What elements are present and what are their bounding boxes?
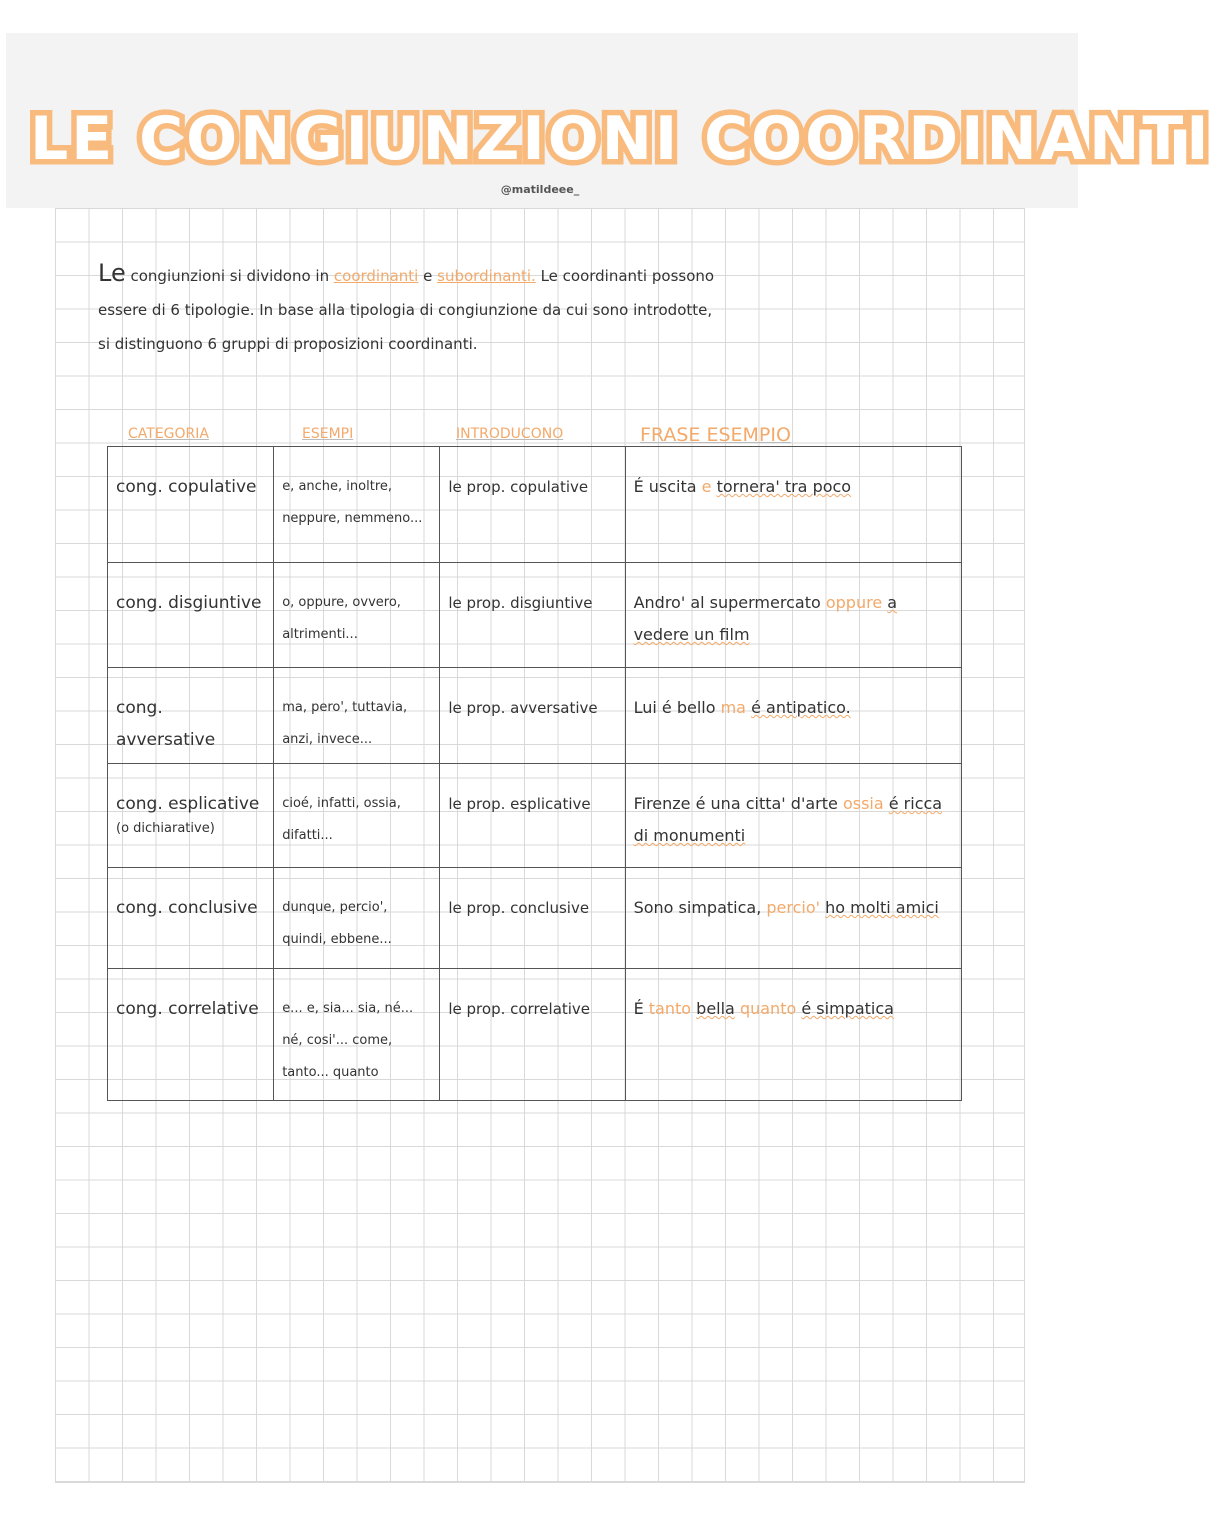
examples-cell: o, oppure, ovvero, altrimenti...	[282, 595, 401, 642]
sentence-part: Lui é bello	[633, 698, 716, 717]
sentence-part: tornera' tra poco	[716, 477, 852, 496]
sentence-conjunction: oppure	[825, 593, 883, 612]
column-header-frase-esempio: FRASE ESEMPIO	[640, 424, 791, 446]
table-row	[108, 563, 962, 668]
sentence-part: Sono simpatica,	[633, 898, 762, 917]
example-sentence-cell	[626, 668, 961, 730]
sentence-part: É	[633, 999, 644, 1018]
page-title: LE CONGIUNZIONI COORDINANTI	[30, 104, 1212, 174]
introduces-cell: le prop. avversative	[448, 699, 598, 717]
intro-word-le: Le	[98, 259, 126, 287]
highlight-subordinanti: subordinanti.	[437, 267, 536, 285]
intro-paragraph	[98, 256, 978, 361]
sentence-conjunction: percio'	[766, 898, 821, 917]
category-name: cong. esplicative	[116, 794, 260, 814]
category-cell: cong. disgiuntive	[116, 593, 262, 613]
category-cell: cong. correlative	[116, 999, 259, 1019]
sentence-conjunction: quanto	[739, 999, 797, 1018]
sentence-part: é antipatico.	[751, 698, 851, 717]
sentence-part: é ricca di monumenti	[633, 794, 943, 845]
example-sentence-cell	[626, 868, 961, 930]
sentence-part: bella	[696, 999, 735, 1018]
column-header-categoria: CATEGORIA	[128, 426, 209, 442]
introduces-cell: le prop. correlative	[448, 1000, 591, 1018]
intro-line-3: si distinguono 6 gruppi di proposizioni coordinanti.	[98, 335, 478, 353]
column-header-introducono: INTRODUCONO	[456, 426, 564, 442]
sentence-part: Firenze é una citta' d'arte	[633, 794, 838, 813]
table-row	[108, 868, 962, 969]
highlight-coordinanti: coordinanti	[333, 267, 419, 285]
category-note: (o dichiarative)	[116, 821, 215, 836]
examples-cell: ma, pero', tuttavia, anzi, invece...	[282, 700, 408, 747]
examples-cell: cioé, infatti, ossia, difatti...	[282, 796, 401, 843]
examples-cell: e, anche, inoltre, neppure, nemmeno...	[282, 479, 423, 526]
sentence-part: É uscita	[633, 477, 697, 496]
conjunctions-table	[107, 446, 962, 1101]
sentence-part: é simpatica	[801, 999, 894, 1018]
introduces-cell: le prop. conclusive	[448, 899, 590, 917]
introduces-cell: le prop. disgiuntive	[448, 594, 593, 612]
table-row	[108, 764, 962, 868]
example-sentence-cell	[626, 764, 961, 858]
sentence-part: a vedere un film	[633, 593, 898, 644]
example-sentence-cell	[626, 969, 961, 1031]
author-handle: @matildeee_	[500, 183, 580, 196]
sentence-conjunction: tanto	[648, 999, 692, 1018]
sentence-conjunction: ossia	[842, 794, 884, 813]
intro-text: Le coordinanti possono	[540, 267, 715, 285]
sentence-conjunction: e	[701, 477, 712, 496]
examples-cell: e... e, sia... sia, né... né, cosi'... come, tanto... quanto	[282, 1001, 414, 1080]
table-row	[108, 668, 962, 764]
introduces-cell: le prop. esplicative	[448, 795, 591, 813]
category-cell	[108, 764, 273, 844]
intro-line-1	[98, 256, 978, 293]
examples-cell: dunque, percio', quindi, ebbene...	[282, 900, 392, 947]
introduces-cell: le prop. copulative	[448, 478, 589, 496]
intro-text: e	[423, 267, 433, 285]
category-cell: cong. conclusive	[116, 898, 258, 918]
intro-text: congiunzioni si dividono in	[130, 267, 330, 285]
example-sentence-cell	[626, 447, 961, 509]
sentence-conjunction: ma	[720, 698, 746, 717]
table-row	[108, 969, 962, 1101]
sentence-part: ho molti amici	[825, 898, 939, 917]
table-row	[108, 447, 962, 563]
intro-line-2: essere di 6 tipologie. In base alla tipologia di congiunzione da cui sono introdotte,	[98, 301, 713, 319]
category-cell: cong. copulative	[116, 477, 257, 497]
example-sentence-cell	[626, 563, 961, 657]
sentence-part: Andro' al supermercato	[633, 593, 821, 612]
category-cell: cong. avversative	[116, 698, 216, 750]
column-header-esempi: ESEMPI	[302, 426, 354, 442]
